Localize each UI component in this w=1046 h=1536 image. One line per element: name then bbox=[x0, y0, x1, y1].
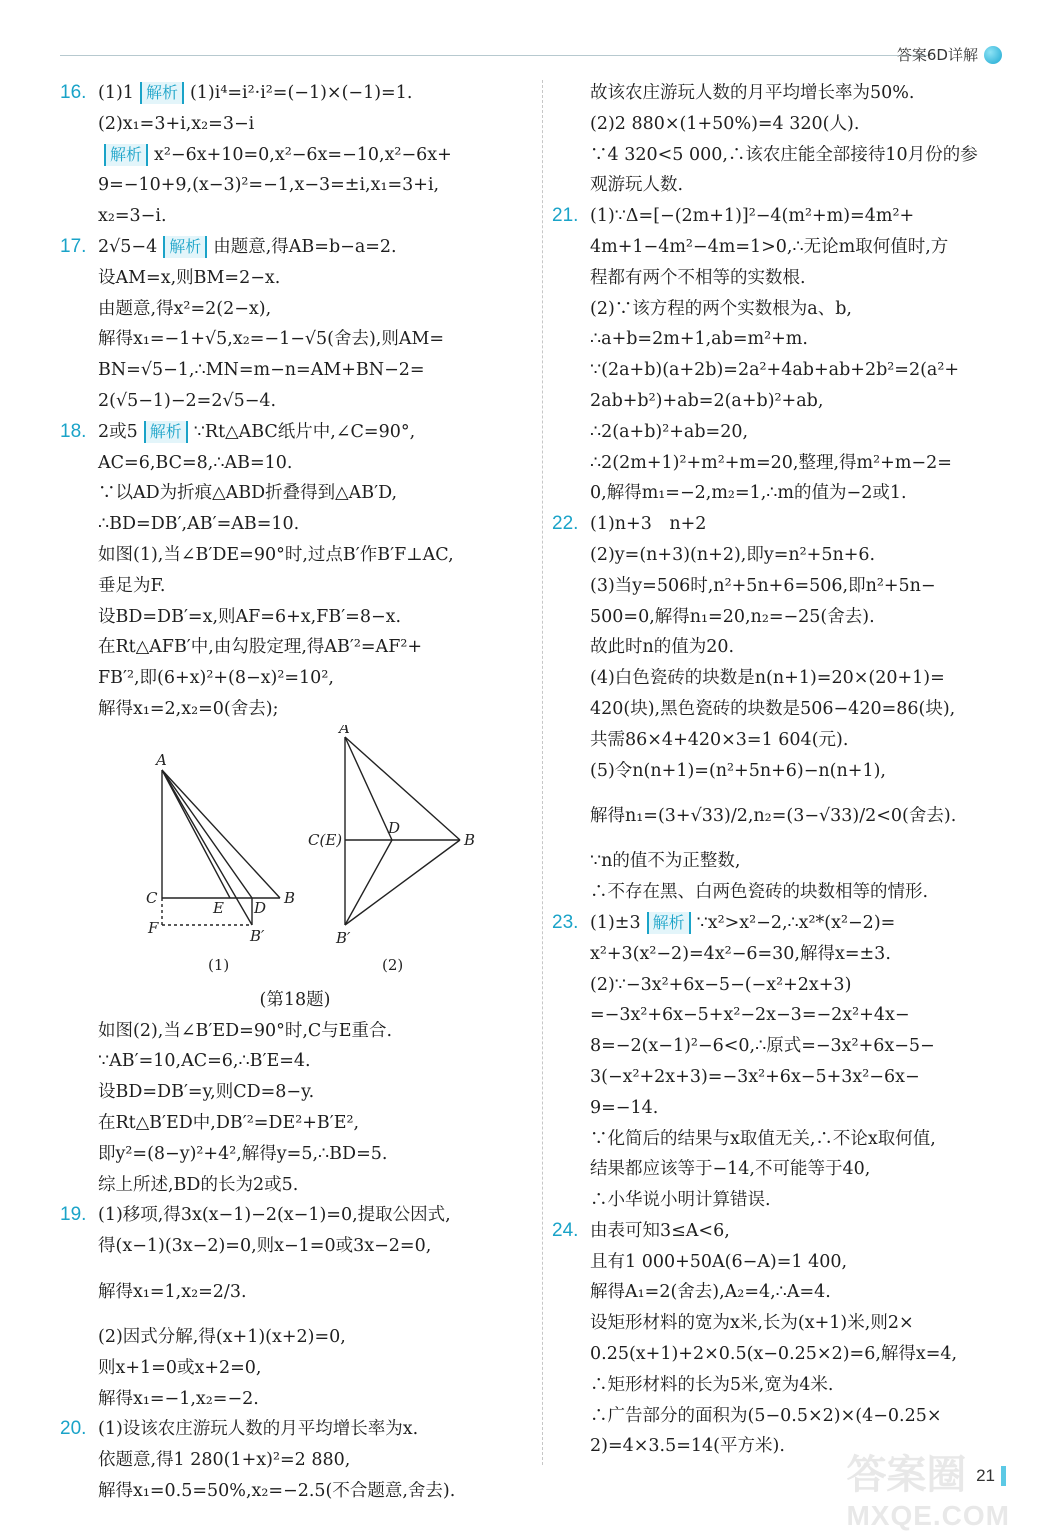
line-text: (2)x₁=3+i,x₂=3−i bbox=[98, 113, 255, 134]
question-number: 24. bbox=[552, 1219, 579, 1241]
right-line-38 bbox=[552, 1277, 1014, 1308]
analysis-tag: 解析 bbox=[163, 236, 207, 258]
line-text: 共需86×4+420×3=1 604(元). bbox=[590, 729, 849, 750]
line-text: 综上所述,BD的长为2或5. bbox=[98, 1174, 299, 1195]
line-text: 解得x₁=−1,x₂=−2. bbox=[98, 1388, 259, 1409]
analysis-text: ∵Rt△ABC纸片中,∠C=90°, bbox=[193, 421, 416, 442]
line-text: 设BD=DB′=y,则CD=8−y. bbox=[98, 1082, 315, 1103]
right-line-26 bbox=[552, 908, 1014, 939]
label-A2: A bbox=[339, 724, 350, 737]
line-text: (1)设该农庄游玩人数的月平均增长率为x. bbox=[98, 1419, 419, 1440]
line-text: ∴BD=DB′,AB′=AB=10. bbox=[98, 514, 300, 535]
line-text: 且有1 000+50A(6−A)=1 400, bbox=[590, 1251, 848, 1272]
left-line-17 bbox=[60, 602, 530, 633]
line-text: ∴a+b=2m+1,ab=m²+m. bbox=[590, 329, 808, 350]
line-text: (2)∵−3x²+6x−5−(−x²+2x+3) bbox=[590, 974, 852, 995]
line-text: (1)1 bbox=[98, 83, 134, 103]
line-text: 由表可知3≤A<6, bbox=[590, 1220, 730, 1241]
right-line-25 bbox=[552, 877, 1014, 908]
question-number: 20. bbox=[60, 1418, 87, 1440]
left-line-22: (第18题) bbox=[259, 989, 331, 1010]
left-line-4 bbox=[60, 201, 530, 232]
line-text: 如图(2),当∠B′ED=90°时,C与E重合. bbox=[98, 1020, 393, 1041]
right-line-14 bbox=[552, 509, 1014, 540]
label-D1: D bbox=[254, 898, 267, 917]
left-line-2 bbox=[60, 140, 530, 171]
sub2: (2) bbox=[382, 955, 404, 974]
right-line-30 bbox=[552, 1031, 1014, 1062]
line-text: 解得A₁=2(舍去),A₂=4,∴A=4. bbox=[590, 1282, 831, 1303]
label-B1: B bbox=[284, 888, 296, 907]
left-line-32 bbox=[60, 1322, 530, 1353]
line-text: 解得x₁=0.5=50%,x₂=−2.5(不合题意,舍去). bbox=[98, 1480, 456, 1501]
line-text: 结果都应该等于−14,不可能等于40, bbox=[590, 1159, 871, 1180]
line-text: (2)2 880×(1+50%)=4 320(人). bbox=[590, 113, 860, 134]
left-line-23 bbox=[60, 1016, 530, 1047]
right-line-23 bbox=[552, 786, 1014, 846]
page-header bbox=[897, 44, 1002, 65]
line-text: ∴小华说小明计算错误. bbox=[590, 1190, 771, 1211]
line-text: 解得n₁=(3+√33)/2,n₂=(3−√33)/2<0(舍去). bbox=[590, 806, 957, 827]
line-text: 4m+1−4m²−4m=1>0,∴无论m取何值时,方 bbox=[590, 236, 949, 257]
label-CE2: C(E) bbox=[308, 830, 343, 849]
left-line-11 bbox=[60, 417, 530, 448]
label-C1: C bbox=[146, 888, 158, 907]
right-line-4 bbox=[552, 201, 1014, 232]
line-text: (1)±3 bbox=[590, 912, 641, 933]
left-line-14 bbox=[60, 509, 530, 540]
right-line-3 bbox=[552, 170, 1014, 201]
line-text: ∵4 320<5 000,∴该农庄能全部接待10月份的参 bbox=[590, 144, 978, 165]
right-line-19 bbox=[552, 663, 1014, 694]
left-line-21 bbox=[60, 725, 530, 985]
right-line-22 bbox=[552, 756, 1014, 787]
line-text: 观游玩人数. bbox=[590, 175, 684, 196]
analysis-tag: 解析 bbox=[144, 421, 188, 443]
left-column bbox=[60, 78, 530, 1507]
line-text: 故此时n的值为20. bbox=[590, 637, 735, 658]
left-line-24 bbox=[60, 1046, 530, 1077]
left-line-36 bbox=[60, 1445, 530, 1476]
right-line-29 bbox=[552, 1000, 1014, 1031]
left-line-27 bbox=[60, 1139, 530, 1170]
analysis-tag: 解析 bbox=[140, 82, 184, 104]
line-text: 0.25(x+1)+2×0.5(x−0.25×2)=6,解得x=4, bbox=[590, 1344, 958, 1365]
right-line-7 bbox=[552, 294, 1014, 325]
question-number: 22. bbox=[552, 513, 579, 535]
line-text: 9=−14. bbox=[590, 1097, 659, 1118]
line-text: ∴2(a+b)²+ab=20, bbox=[590, 421, 749, 442]
line-text: x²+3(x²−2)=4x²−6=30,解得x=±3. bbox=[590, 943, 891, 964]
left-line-9 bbox=[60, 355, 530, 386]
line-text: 依题意,得1 280(1+x)²=2 880, bbox=[98, 1450, 351, 1471]
left-line-7 bbox=[60, 294, 530, 325]
right-line-13 bbox=[552, 478, 1014, 509]
bubble-icon bbox=[984, 46, 1002, 64]
line-text: 解得x₁=1,x₂=2/3. bbox=[98, 1281, 247, 1302]
analysis-text: (1)i⁴=i²·i²=(−1)×(−1)=1. bbox=[189, 83, 413, 103]
left-line-28 bbox=[60, 1170, 530, 1201]
right-line-35 bbox=[552, 1185, 1014, 1216]
line-text: (1)n+3 n+2 bbox=[590, 514, 707, 535]
line-text: BN=√5−1,∴MN=m−n=AM+BN−2= bbox=[98, 360, 425, 381]
line-text: 8=−2(x−1)²−6<0,∴原式=−3x²+6x−5− bbox=[590, 1036, 935, 1057]
right-line-41 bbox=[552, 1370, 1014, 1401]
left-line-3 bbox=[60, 170, 530, 201]
right-line-33 bbox=[552, 1124, 1014, 1155]
left-line-0 bbox=[60, 78, 530, 109]
right-column bbox=[552, 78, 1014, 1462]
label-Bp2: B′ bbox=[336, 928, 351, 947]
left-line-5 bbox=[60, 232, 530, 263]
right-line-1 bbox=[552, 109, 1014, 140]
label-A1: A bbox=[156, 750, 167, 769]
right-line-36 bbox=[552, 1216, 1014, 1247]
left-line-37 bbox=[60, 1476, 530, 1507]
right-line-34 bbox=[552, 1154, 1014, 1185]
left-line-18 bbox=[60, 632, 530, 663]
line-text: x²−6x+10=0,x²−6x=−10,x²−6x+ bbox=[154, 144, 452, 165]
line-text: 故该农庄游玩人数的月平均增长率为50%. bbox=[590, 83, 915, 103]
figure-2 bbox=[345, 737, 460, 925]
sub1: (1) bbox=[208, 955, 230, 974]
line-text: ∵以AD为折痕△ABD折叠得到△AB′D, bbox=[98, 483, 398, 504]
line-text: 0,解得m₁=−2,m₂=1,∴m的值为−2或1. bbox=[590, 483, 907, 504]
line-text: AC=6,BC=8,∴AB=10. bbox=[98, 452, 293, 473]
line-text: ∴矩形材料的长为5米,宽为4米. bbox=[590, 1374, 834, 1395]
right-line-11 bbox=[552, 417, 1014, 448]
header-rule bbox=[60, 55, 932, 56]
column-divider bbox=[542, 80, 543, 1465]
line-text: 设BD=DB′=x,则AF=6+x,FB′=8−x. bbox=[98, 606, 402, 627]
left-line-6 bbox=[60, 263, 530, 294]
left-line-13 bbox=[60, 478, 530, 509]
right-line-15 bbox=[552, 540, 1014, 571]
question-number: 21. bbox=[552, 205, 579, 227]
left-line-26 bbox=[60, 1108, 530, 1139]
line-text: ∴不存在黑、白两色瓷砖的块数相等的情形. bbox=[590, 882, 929, 903]
right-line-5 bbox=[552, 232, 1014, 263]
right-line-18 bbox=[552, 632, 1014, 663]
left-line-10 bbox=[60, 386, 530, 417]
line-text: 2)=4×3.5=14(平方米). bbox=[590, 1436, 785, 1457]
header-label: 答案6D详解 bbox=[896, 46, 978, 64]
analysis-tag: 解析 bbox=[647, 912, 691, 934]
line-text: 2√5−4 bbox=[98, 236, 158, 257]
line-text: 2或5 bbox=[98, 421, 138, 442]
line-text: 2(√5−1)−2=2√5−4. bbox=[98, 390, 277, 411]
triangle-figure bbox=[60, 725, 530, 980]
line-text: x₂=3−i. bbox=[98, 206, 167, 227]
question-number: 18. bbox=[60, 420, 87, 442]
right-line-16 bbox=[552, 571, 1014, 602]
line-text: 在Rt△B′ED中,DB′²=DE²+B′E², bbox=[98, 1112, 360, 1133]
right-line-21 bbox=[552, 725, 1014, 756]
right-line-32 bbox=[552, 1093, 1014, 1124]
line-text: 420(块),黑色瓷砖的块数是506−420=86(块), bbox=[590, 698, 956, 719]
line-text: 解得x₁=2,x₂=0(舍去); bbox=[98, 698, 279, 719]
line-text: 则x+1=0或x+2=0, bbox=[98, 1357, 262, 1378]
left-line-1 bbox=[60, 109, 530, 140]
line-text: (1)∵Δ=[−(2m+1)]²−4(m²+m)=4m²+ bbox=[590, 206, 915, 227]
label-E1: E bbox=[213, 898, 224, 917]
left-line-34 bbox=[60, 1384, 530, 1415]
right-line-2 bbox=[552, 140, 1014, 171]
line-text: 程都有两个不相等的实数根. bbox=[590, 267, 806, 288]
line-text: 设AM=x,则BM=2−x. bbox=[98, 267, 281, 288]
left-line-33 bbox=[60, 1353, 530, 1384]
analysis-tag: 解析 bbox=[104, 144, 148, 166]
left-line-30 bbox=[60, 1231, 530, 1262]
question-number: 17. bbox=[60, 235, 87, 257]
line-text: ∴2(2m+1)²+m²+m=20,整理,得m²+m−2= bbox=[590, 452, 952, 473]
line-text: FB′²,即(6+x)²+(8−x)²=10², bbox=[98, 668, 334, 689]
line-text: (2)因式分解,得(x+1)(x+2)=0, bbox=[98, 1326, 346, 1347]
left-line-16 bbox=[60, 571, 530, 602]
right-line-12 bbox=[552, 448, 1014, 479]
left-line-25 bbox=[60, 1077, 530, 1108]
question-number: 16. bbox=[60, 82, 87, 103]
right-line-27 bbox=[552, 939, 1014, 970]
line-text: 得(x−1)(3x−2)=0,则x−1=0或3x−2=0, bbox=[98, 1236, 432, 1257]
right-line-10 bbox=[552, 386, 1014, 417]
line-text: (5)令n(n+1)=(n²+5n+6)−n(n+1), bbox=[590, 760, 886, 781]
line-text: 垂足为F. bbox=[98, 575, 166, 596]
right-line-37 bbox=[552, 1247, 1014, 1278]
line-text: 2ab+b²)+ab=2(a+b)²+ab, bbox=[590, 390, 824, 411]
label-D2: D bbox=[388, 818, 401, 837]
line-text: =−3x²+6x−5+x²−2x−3=−2x²+4x− bbox=[590, 1005, 910, 1026]
right-line-39 bbox=[552, 1308, 1014, 1339]
right-line-28 bbox=[552, 970, 1014, 1001]
line-text: (4)白色瓷砖的块数是n(n+1)=20×(20+1)= bbox=[590, 668, 945, 689]
line-text: 由题意,得x²=2(2−x), bbox=[98, 298, 272, 319]
left-line-8 bbox=[60, 324, 530, 355]
question-number: 19. bbox=[60, 1204, 87, 1226]
right-line-8 bbox=[552, 324, 1014, 355]
right-line-42 bbox=[552, 1401, 1014, 1432]
left-line-20 bbox=[60, 694, 530, 725]
right-line-40 bbox=[552, 1339, 1014, 1370]
right-line-17 bbox=[552, 602, 1014, 633]
line-text: (2)∵该方程的两个实数根为a、b, bbox=[590, 298, 852, 319]
question-number: 23. bbox=[552, 911, 579, 933]
line-text: 解得x₁=−1+√5,x₂=−1−√5(舍去),则AM= bbox=[98, 329, 445, 350]
label-F1: F bbox=[148, 918, 159, 937]
left-line-12 bbox=[60, 448, 530, 479]
line-text: ∵n的值不为正整数, bbox=[590, 851, 741, 872]
watermark-logo: 答案圈 MXQE.COM bbox=[846, 1453, 1010, 1531]
right-line-0 bbox=[552, 78, 1014, 109]
analysis-text: 由题意,得AB=b−a=2. bbox=[213, 236, 397, 257]
line-text: (1)移项,得3x(x−1)−2(x−1)=0,提取公因式, bbox=[98, 1205, 451, 1226]
left-line-31 bbox=[60, 1262, 530, 1322]
line-text: 3(−x²+2x+3)=−3x²+6x−5+3x²−6x− bbox=[590, 1066, 920, 1087]
line-text: ∵AB′=10,AC=6,∴B′E=4. bbox=[98, 1051, 311, 1072]
label-Bp1: B′ bbox=[250, 926, 265, 945]
label-B2: B bbox=[464, 830, 476, 849]
left-line-19 bbox=[60, 663, 530, 694]
right-line-6 bbox=[552, 263, 1014, 294]
right-line-24 bbox=[552, 846, 1014, 877]
line-text: ∵化简后的结果与x取值无关,∴不论x取何值, bbox=[590, 1128, 936, 1149]
right-line-9 bbox=[552, 355, 1014, 386]
page-number: 21 bbox=[976, 1466, 1006, 1486]
line-text: 如图(1),当∠B′DE=90°时,过点B′作B′F⊥AC, bbox=[98, 544, 454, 565]
line-text: (3)当y=506时,n²+5n+6=506,即n²+5n− bbox=[590, 575, 936, 596]
left-line-15 bbox=[60, 540, 530, 571]
line-text: ∵(2a+b)(a+2b)=2a²+4ab+ab+2b²=2(a²+ bbox=[590, 360, 960, 381]
analysis-text: ∵x²>x²−2,∴x²*(x²−2)= bbox=[696, 912, 896, 933]
line-text: ∴广告部分的面积为(5−0.5×2)×(4−0.25× bbox=[590, 1405, 942, 1426]
line-text: 即y²=(8−y)²+4²,解得y=5,∴BD=5. bbox=[98, 1143, 388, 1164]
line-text: (2)y=(n+3)(n+2),即y=n²+5n+6. bbox=[590, 544, 876, 565]
left-line-35 bbox=[60, 1414, 530, 1445]
left-line-29 bbox=[60, 1200, 530, 1231]
right-line-20 bbox=[552, 694, 1014, 725]
line-text: 在Rt△AFB′中,由勾股定理,得AB′²=AF²+ bbox=[98, 637, 423, 658]
line-text: 500=0,解得n₁=20,n₂=−25(舍去). bbox=[590, 606, 875, 627]
line-text: 设矩形材料的宽为x米,长为(x+1)米,则2× bbox=[590, 1313, 914, 1334]
right-line-31 bbox=[552, 1062, 1014, 1093]
line-text: 9=−10+9,(x−3)²=−1,x−3=±i,x₁=3+i, bbox=[98, 175, 440, 196]
